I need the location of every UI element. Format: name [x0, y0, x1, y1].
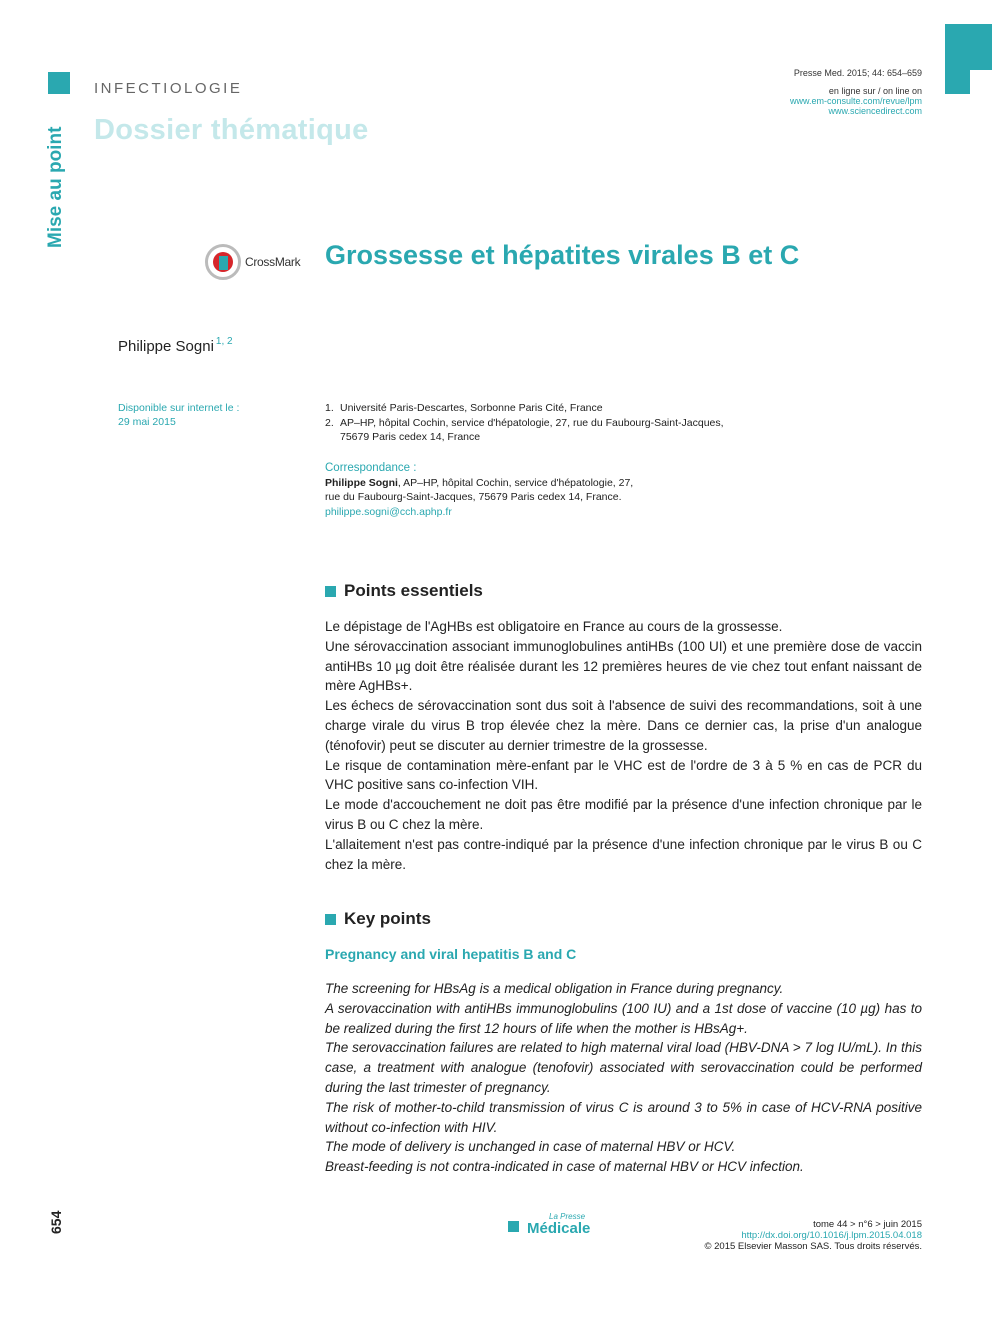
url-sciencedirect[interactable]: www.sciencedirect.com	[828, 106, 922, 116]
list-item: Une sérovaccination associant immunoglobulines antiHBs (100 UI) et une première dose de vaccin antiHBs 10 µg doit être réalisée durant les 12 premières heures de vie chez tout enfant naissant de mère AgHBs+.	[325, 638, 922, 694]
author-affiliation-refs[interactable]: 1, 2	[215, 336, 233, 347]
list-item: The serovaccination failures are related to high maternal viral load (HBV-DNA > 7 log IU/mL). In this case, a treatment with analogue (tenofovir) associated with serovaccination could be performed during the last trimester of pregnancy.	[325, 1040, 922, 1095]
journal-logo-small: La Presse	[549, 1212, 586, 1221]
availability	[118, 401, 298, 429]
heading-bullet-square	[325, 914, 336, 925]
list-item: The screening for HBsAg is a medical obligation in France during pregnancy.	[325, 981, 784, 996]
affiliation-item: 2. AP–HP, hôpital Cochin, service d'hépatologie, 27, rue du Faubourg-Saint-Jacques,	[325, 416, 724, 429]
affiliation-item: 1. Université Paris-Descartes, Sorbonne Paris Cité, France	[325, 402, 603, 414]
list-item: Les échecs de sérovaccination sont dus soit à l'absence de suivi des recommandations, soit à une charge virale du virus B trop élevée chez la mère. Dans ce dernier cas, la prise d'un analogue (ténofovir) peut se discuter au dernier trimestre de la grossesse.	[325, 698, 922, 753]
journal-logo-big: Médicale	[527, 1220, 591, 1237]
crossmark-icon	[205, 244, 241, 280]
author-name: Philippe Sogni	[118, 338, 214, 355]
list-item: The mode of delivery is unchanged in case of maternal HBV or HCV.	[325, 1139, 736, 1155]
affiliations	[325, 401, 745, 445]
list-item: L'allaitement n'est pas contre-indiqué par la présence d'une infection chronique par le virus B ou C chez la mère.	[325, 836, 922, 872]
available-date: 29 mai 2015	[118, 416, 176, 428]
list-item: Le dépistage de l'AgHBs est obligatoire en France au cours de la grossesse.	[325, 619, 783, 634]
correspondence-label: Correspondance :	[325, 462, 417, 474]
section-label: INFECTIOLOGIE	[94, 80, 243, 97]
list-item: The risk of mother-to-child transmission of virus C is around 3 to 5% in case of HCV-RNA positive without co-infection with HIV.	[325, 1099, 922, 1135]
journal-meta	[790, 68, 922, 116]
author	[118, 336, 233, 355]
heading-bullet-square	[325, 586, 336, 597]
list-item: Le mode d'accouchement ne doit pas être modifié par la présence d'une infection chronique par le virus B ou C chez la mère.	[325, 797, 922, 832]
issue-info: tome 44 > n°6 > juin 2015	[813, 1219, 922, 1230]
dossier-heading: Dossier thématique	[94, 114, 369, 146]
available-label: Disponible sur internet le :	[118, 402, 240, 414]
article-title: Grossesse et hépatites virales B et C	[325, 240, 800, 270]
crossmark-label: CrossMark	[245, 255, 301, 269]
points-essentiels-heading: Points essentiels	[325, 581, 483, 601]
list-item: Breast-feeding is not contra-indicated in case of maternal HBV or HCV infection.	[325, 1159, 804, 1175]
sidebar-vertical-label	[44, 118, 68, 248]
correspondence: Correspondance : Philippe Sogni, AP–HP, hôpital Cochin, service d'hépatologie, 27, rue du Faubourg-Saint-Jacques, 75679 Paris cedex 14, France. philippe.sogni@cch.aphp.fr	[325, 461, 745, 519]
correspondence-name: Philippe Sogni	[325, 476, 398, 489]
url-em-consulte[interactable]: www.em-consulte.com/revue/lpm	[789, 96, 922, 106]
footer-meta	[704, 1219, 922, 1252]
copyright: © 2015 Elsevier Masson SAS. Tous droits réservés.	[704, 1241, 922, 1252]
logo-square	[508, 1221, 519, 1232]
points-essentiels-list	[325, 617, 922, 874]
correspondence-email[interactable]: philippe.sogni@cch.aphp.fr	[325, 505, 452, 518]
list-item: A serovaccination with antiHBs immunoglobulins (100 IU) and a 1st dose of vaccine (10 µg) has to be realized during the first 12 hours of life when the mother is HBsAg+.	[325, 1000, 922, 1036]
key-points-list	[325, 979, 922, 1177]
page-number: 654	[48, 1210, 64, 1234]
affiliation-item: 75679 Paris cedex 14, France	[340, 431, 481, 443]
crossmark-badge[interactable]	[205, 244, 305, 280]
doi-link[interactable]: http://dx.doi.org/10.1016/j.lpm.2015.04.018	[741, 1230, 922, 1241]
citation: Presse Med. 2015; 44: 654–659	[793, 68, 922, 78]
sidebar-label-text: Mise au point	[45, 126, 66, 248]
list-item: Le risque de contamination mère-enfant par le VHC est de l'ordre de 3 à 5 % en cas de PCR du VHC positive sans co-infection VIH.	[325, 757, 922, 793]
key-points-heading: Key points	[325, 909, 431, 929]
corner-accent-notch	[970, 70, 992, 94]
sidebar-accent-square	[48, 72, 70, 94]
journal-logo	[508, 1210, 590, 1236]
online-label: en ligne sur / on line on	[828, 86, 922, 96]
key-points-subtitle: Pregnancy and viral hepatitis B and C	[325, 946, 577, 962]
